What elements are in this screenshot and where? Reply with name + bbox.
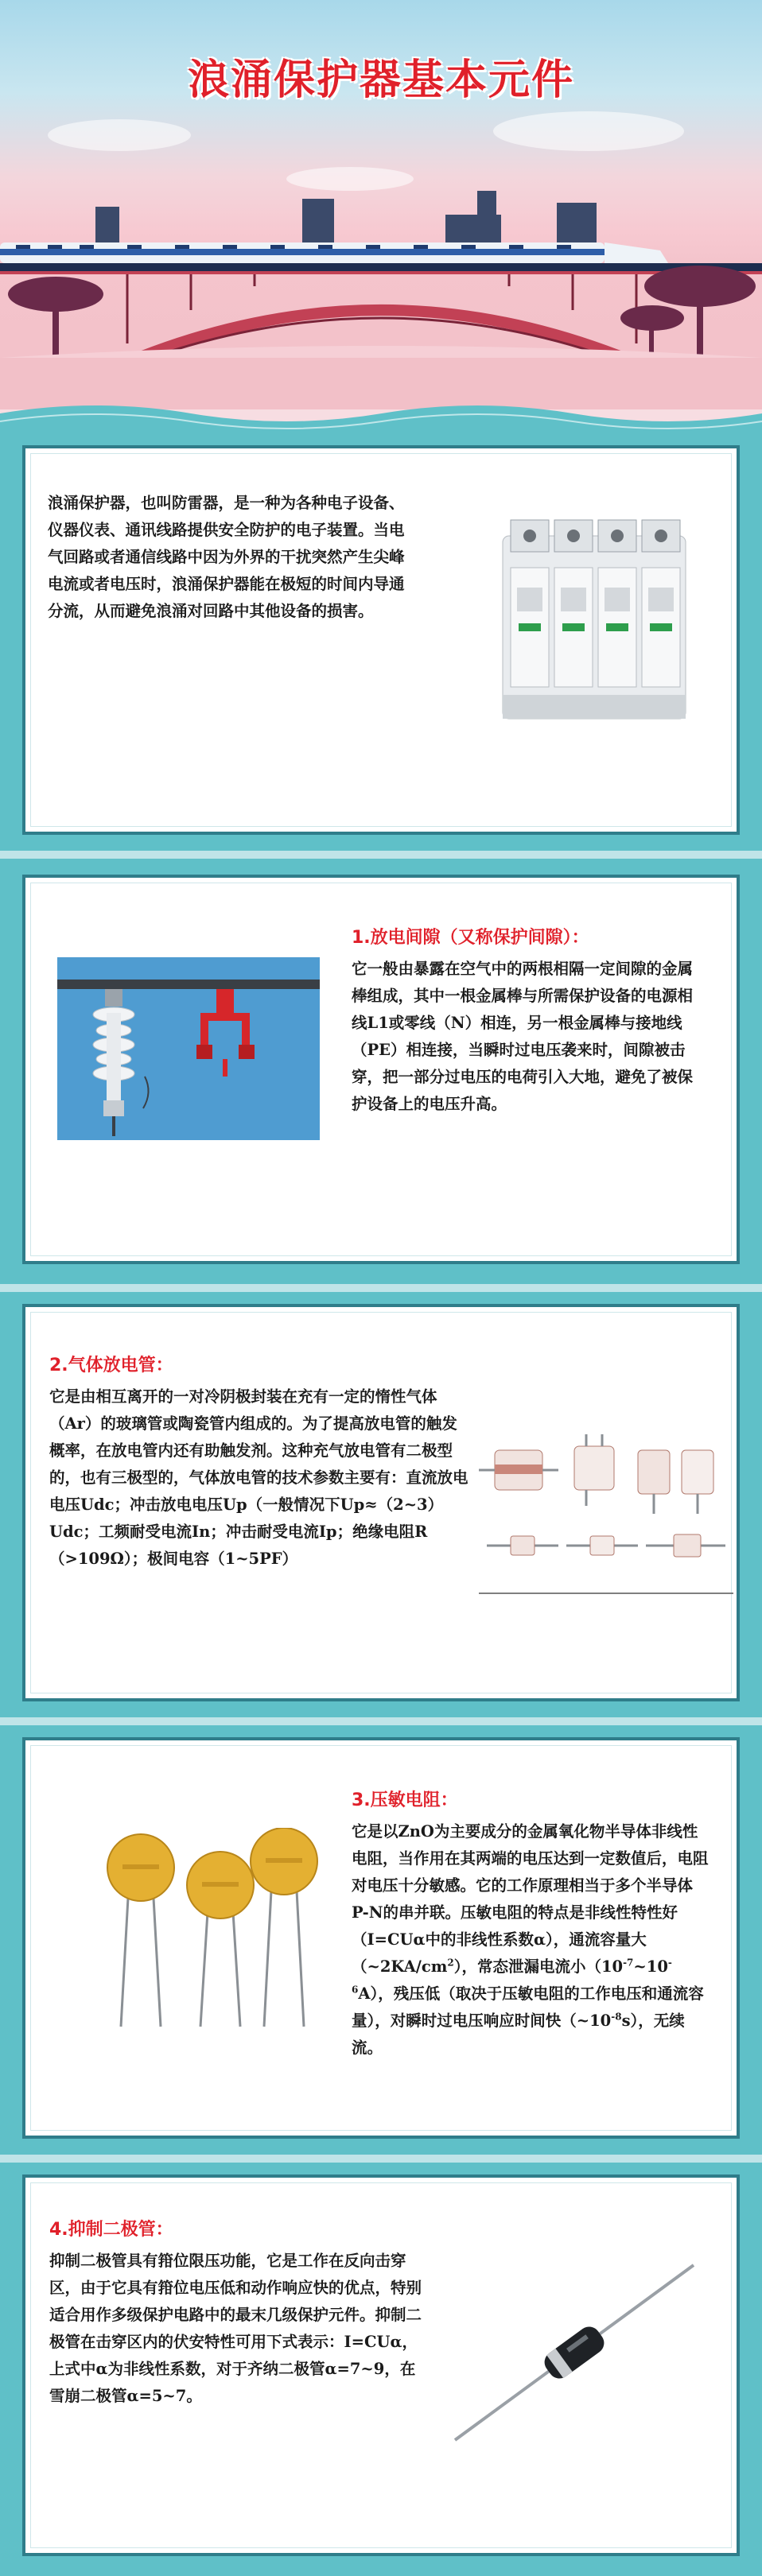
section-card-suppression-diode bbox=[22, 2174, 740, 2556]
surge-protector-image bbox=[495, 512, 694, 735]
section-text-discharge-gap: 它一般由暴露在空气中的两根相隔一定间隙的金属棒组成，其中一根金属棒与所需保护设备的电源相线L1或零线（N）相连，另一根金属棒与接地线（PE）相连接，当瞬时过电压袭来时，间隙被击穿，把一部分过电压的电荷引入大地，避免了被保护设备上的电压升高。 bbox=[352, 960, 694, 1113]
section-card-varistor bbox=[22, 1737, 740, 2139]
gas-discharge-tube-image bbox=[479, 1426, 733, 1625]
section-heading-gas-discharge-tube: 2.气体放电管： bbox=[49, 1356, 173, 1375]
wave-divider bbox=[0, 398, 762, 437]
section-text-suppression-diode: 抑制二极管具有箝位限压功能，它是工作在反向击穿区，由于它具有箝位电压低和动作响应快的优点，特别适合用作多级保护电路中的最末几级保护元件。抑制二极管在击穿区内的伏安特性可用下式表示：I=CUα，上式中α为非线性系数，对于齐纳二极管α=7~9，在雪崩二极管α=5~7。 bbox=[49, 2252, 422, 2405]
section-text-gas-discharge-tube: 它是由相互离开的一对冷阴极封装在充有一定的惰性气体（Ar）的玻璃管或陶瓷管内组成的。为了提高放电管的触发概率，在放电管内还有助触发剂。这种充气放电管有二极型的，也有三极型的，气体放电管的技术参数主要有：直流放电电压Udc；冲击放电电压Up（一般情况下Up≈（2~3）Udc；工频耐受电流In；冲击耐受电流Ip；绝缘电阻R（>109Ω）；极间电容（1~5PF） bbox=[49, 1387, 468, 1568]
separator bbox=[0, 851, 762, 859]
separator bbox=[0, 2155, 762, 2163]
section-card-discharge-gap bbox=[22, 875, 740, 1264]
intro-card bbox=[22, 445, 740, 835]
separator bbox=[0, 1717, 762, 1725]
page-title: 浪涌保护器基本元件 bbox=[187, 56, 574, 104]
intro-text: 浪涌保护器，也叫防雷器，是一种为各种电子设备、仪器仪表、通讯线路提供安全防护的电子装置。当电气回路或者通信线路中因为外界的干扰突然产生尖峰电流或者电压时，浪涌保护器能在极短的时间内导通分流，从而避免浪涌对回路中其他设备的损害。 bbox=[48, 494, 405, 620]
hero-banner bbox=[0, 0, 762, 421]
section-heading-discharge-gap: 1.放电间隙（又称保护间隙）： bbox=[352, 928, 589, 948]
section-heading-suppression-diode: 4.抑制二极管： bbox=[49, 2220, 173, 2240]
section-card-gas-discharge-tube bbox=[22, 1304, 740, 1701]
discharge-gap-image bbox=[57, 957, 320, 1140]
section-text-varistor: 它是以ZnO为主要成分的金属氧化物半导体非线性电阻，当作用在其两端的电压达到一定数值后，电阻对电压十分敏感。它的工作原理相当于多个半导体P-N的串并联。压敏电阻的特点是非线性特性好（I=CUα中的非线性系数α），通流容量大$(\sim 2KA/cm^2)$，常态泄漏电流小$(10^{-7}\sim 10^{-6}A)$，残压低（取决于压敏电阻的工作电压和通流容量），对瞬时过电压响应时间快$(\sim 10^{-8}s)$，无续流。 bbox=[352, 1822, 709, 2057]
section-heading-varistor: 3.压敏电阻： bbox=[352, 1790, 458, 1810]
diode-image bbox=[439, 2249, 710, 2456]
separator bbox=[0, 1284, 762, 1292]
bridge-train-illustration bbox=[0, 175, 762, 421]
varistor-image bbox=[73, 1828, 336, 2035]
